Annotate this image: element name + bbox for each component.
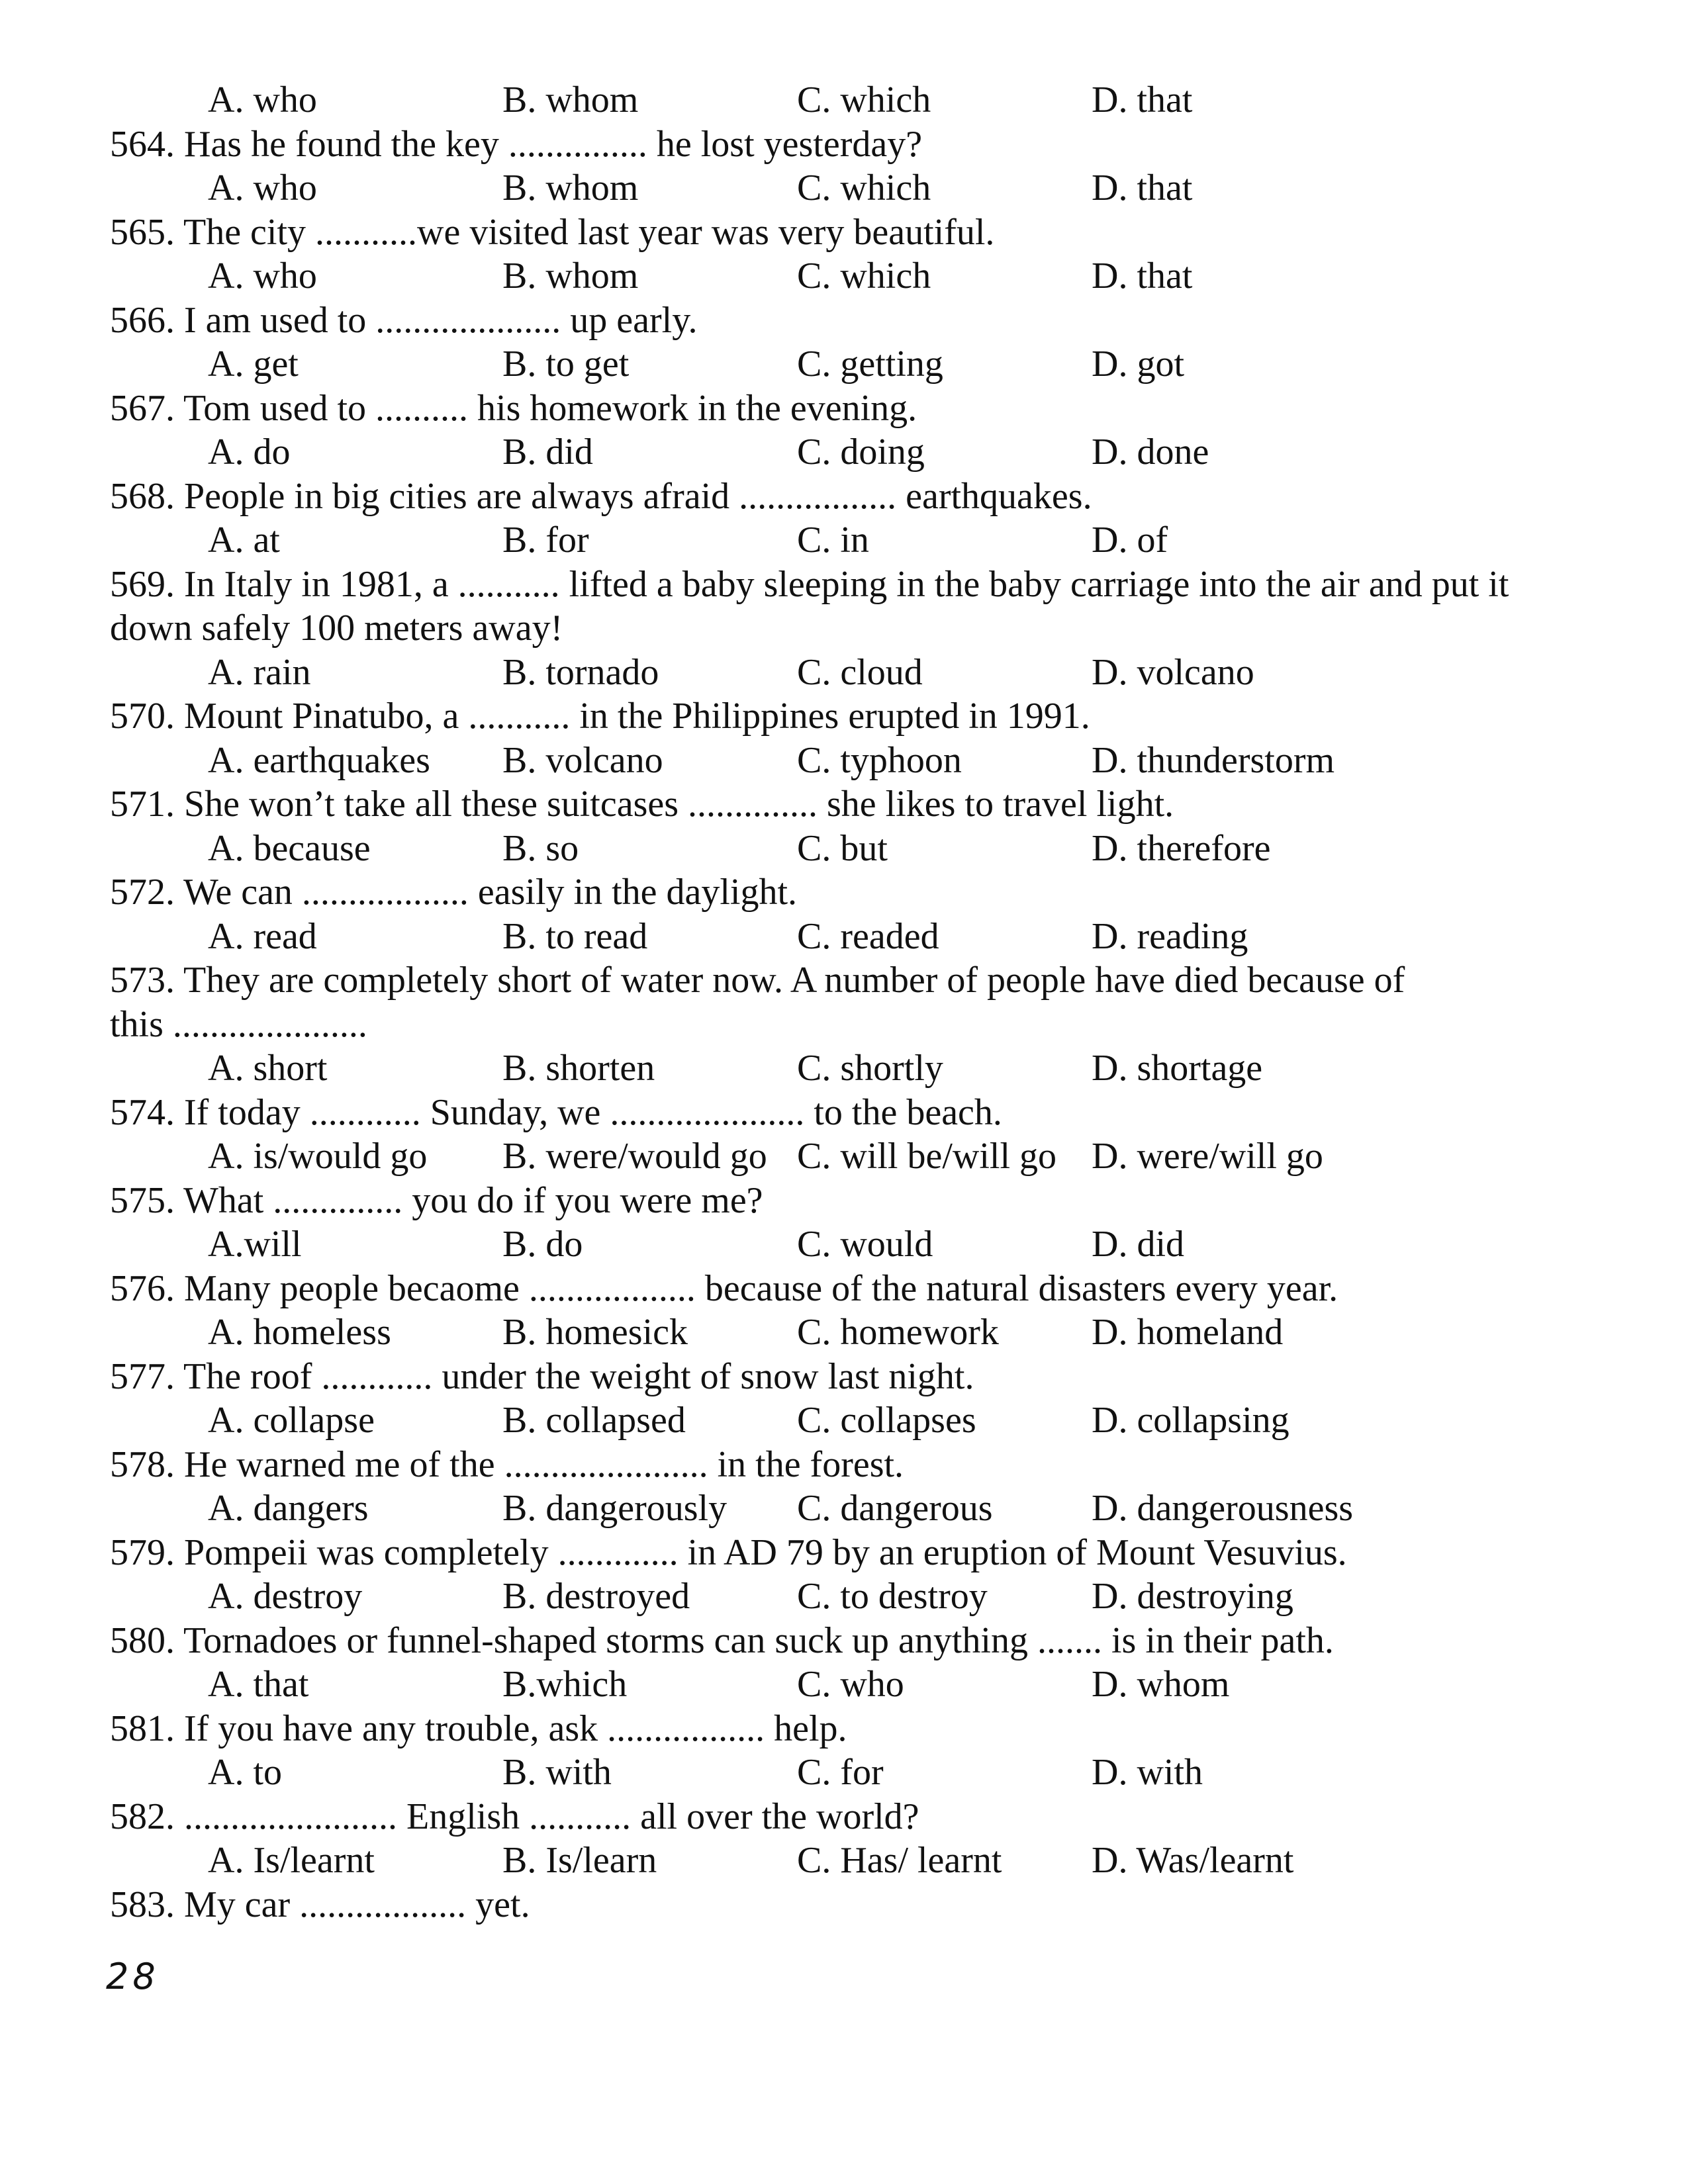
option-a: A. read [208, 915, 317, 957]
answer-options [110, 1222, 1606, 1267]
option-a: A. collapse [208, 1400, 375, 1441]
question-text: 566. I am used to .................... up early. [110, 299, 698, 341]
option-b: B. volcano [502, 739, 663, 781]
exercise-page [110, 78, 1606, 1927]
answer-options [110, 1310, 1606, 1355]
option-d: D. done [1092, 432, 1209, 473]
option-a: A. because [208, 827, 371, 869]
question-text: 564. Has he found the key ............... he lost yesterday? [110, 123, 923, 165]
option-c: C. Has/ learnt [797, 1840, 1002, 1881]
option-b: B. destroyed [502, 1576, 690, 1617]
option-b: B. for [502, 520, 589, 561]
option-a: A. destroy [208, 1576, 363, 1617]
option-d: D. got [1092, 343, 1184, 385]
option-d: D. dangerousness [1092, 1488, 1354, 1529]
option-d: D. of [1092, 520, 1168, 561]
answer-options [110, 1839, 1606, 1883]
option-c: C. typhoon [797, 739, 962, 781]
option-b: B. did [502, 432, 593, 473]
option-c: C. which [797, 79, 931, 120]
option-c: C. shortly [797, 1048, 943, 1089]
question-text: 578. He warned me of the ...................... in the forest. [110, 1443, 904, 1485]
option-b: B. whom [502, 255, 639, 296]
option-b: B. tornado [502, 651, 659, 693]
option-c: C. dangerous [797, 1488, 993, 1529]
question-text: 567. Tom used to .......... his homework in the evening. [110, 387, 917, 429]
question-text: 583. My car .................. yet. [110, 1884, 530, 1925]
option-b: B. shorten [502, 1048, 655, 1089]
question-text: 575. What .............. you do if you were me? [110, 1179, 763, 1221]
option-d: D. were/will go [1092, 1136, 1323, 1177]
option-d: D. whom [1092, 1664, 1230, 1705]
question-text: 572. We can .................. easily in the daylight. [110, 872, 798, 913]
option-c: C. who [797, 1664, 904, 1705]
question-text: 570. Mount Pinatubo, a ........... in the Philippines erupted in 1991. [110, 696, 1090, 737]
option-c: C. getting [797, 343, 943, 385]
option-d: D. collapsing [1092, 1400, 1289, 1441]
option-b: B. were/would go [502, 1136, 767, 1177]
option-c: C. but [797, 827, 888, 869]
option-a: A. Is/learnt [208, 1840, 375, 1881]
option-a: A. homeless [208, 1312, 391, 1353]
answer-options [110, 1662, 1606, 1707]
question-text: 579. Pompeii was completely ............. in AD 79 by an eruption of Mount Vesuvius. [110, 1531, 1347, 1573]
question-text: 573. They are completely short of water now. A number of people have died because of [110, 960, 1405, 1001]
option-b: B. Is/learn [502, 1840, 657, 1881]
option-c: C. collapses [797, 1400, 976, 1441]
option-a: A. who [208, 255, 317, 296]
question-text: down safely 100 meters away! [110, 608, 563, 649]
option-b: B. to read [502, 915, 648, 957]
option-d: D. homeland [1092, 1312, 1284, 1353]
option-c: C. cloud [797, 651, 923, 693]
option-b: B. homesick [502, 1312, 688, 1353]
option-a: A. at [208, 520, 280, 561]
answer-options [110, 430, 1606, 475]
answer-options [110, 651, 1606, 695]
option-b: B.which [502, 1664, 628, 1705]
option-d: D. Was/learnt [1092, 1840, 1294, 1881]
answer-options [110, 1486, 1606, 1531]
answer-options [110, 915, 1606, 959]
option-a: A. is/would go [208, 1136, 428, 1177]
question-text: 576. Many people becaome .................. because of the natural disasters every year. [110, 1267, 1338, 1309]
option-c: C. doing [797, 432, 925, 473]
answer-options [110, 1574, 1606, 1619]
option-c: C. would [797, 1224, 933, 1265]
option-b: B. collapsed [502, 1400, 686, 1441]
option-d: D. did [1092, 1224, 1184, 1265]
question-text: 580. Tornadoes or funnel-shaped storms can suck up anything ....... is in their path. [110, 1619, 1334, 1661]
option-d: D. volcano [1092, 651, 1254, 693]
option-d: D. reading [1092, 915, 1248, 957]
option-d: D. that [1092, 167, 1193, 208]
option-a: A. short [208, 1048, 328, 1089]
option-d: D. that [1092, 79, 1193, 120]
option-d: D. destroying [1092, 1576, 1293, 1617]
option-c: C. readed [797, 915, 939, 957]
option-d: D. therefore [1092, 827, 1271, 869]
option-a: A. get [208, 343, 299, 385]
answer-options [110, 739, 1606, 783]
option-c: C. to destroy [797, 1576, 988, 1617]
option-a: A. to [208, 1752, 282, 1793]
answer-options [110, 78, 1606, 122]
option-b: B. with [502, 1752, 612, 1793]
option-a: A. do [208, 432, 291, 473]
option-a: A. rain [208, 651, 311, 693]
answer-options [110, 518, 1606, 563]
question-text: this ..................... [110, 1003, 367, 1045]
option-a: A. earthquakes [208, 739, 430, 781]
option-d: D. shortage [1092, 1048, 1263, 1089]
option-b: B. so [502, 827, 579, 869]
question-text: 565. The city ...........we visited last year was very beautiful. [110, 211, 995, 253]
option-c: C. in [797, 520, 869, 561]
option-a: A. dangers [208, 1488, 369, 1529]
answer-options [110, 1398, 1606, 1443]
option-b: B. whom [502, 79, 639, 120]
question-text: 577. The roof ............ under the weight of snow last night. [110, 1355, 974, 1397]
answer-options [110, 166, 1606, 210]
option-b: B. whom [502, 167, 639, 208]
page-number: 28 [106, 1956, 160, 1997]
option-a: A. who [208, 167, 317, 208]
option-d: D. that [1092, 255, 1193, 296]
option-b: B. to get [502, 343, 630, 385]
question-text: 581. If you have any trouble, ask ................. help. [110, 1707, 847, 1749]
option-d: D. thunderstorm [1092, 739, 1335, 781]
option-a: A. who [208, 79, 317, 120]
answer-options [110, 342, 1606, 387]
question-text: 574. If today ............ Sunday, we ..................... to the beach. [110, 1091, 1002, 1133]
option-c: C. homework [797, 1312, 999, 1353]
question-text: 569. In Italy in 1981, a ........... lifted a baby sleeping in the baby carriage into the air and put it [110, 563, 1509, 605]
option-d: D. with [1092, 1752, 1203, 1793]
answer-options [110, 827, 1606, 871]
option-b: B. dangerously [502, 1488, 727, 1529]
answer-options [110, 1046, 1606, 1091]
question-text: 582. ....................... English ........... all over the world? [110, 1796, 919, 1837]
question-text: 568. People in big cities are always afraid ................. earthquakes. [110, 475, 1092, 517]
question-text: 571. She won’t take all these suitcases .............. she likes to travel light. [110, 784, 1174, 825]
option-b: B. do [502, 1224, 583, 1265]
option-c: C. which [797, 255, 931, 296]
option-c: C. for [797, 1752, 884, 1793]
answer-options [110, 1751, 1606, 1795]
answer-options [110, 1134, 1606, 1179]
option-a: A. that [208, 1664, 309, 1705]
option-a: A.will [208, 1224, 302, 1265]
option-c: C. will be/will go [797, 1136, 1056, 1177]
option-c: C. which [797, 167, 931, 208]
answer-options [110, 254, 1606, 298]
